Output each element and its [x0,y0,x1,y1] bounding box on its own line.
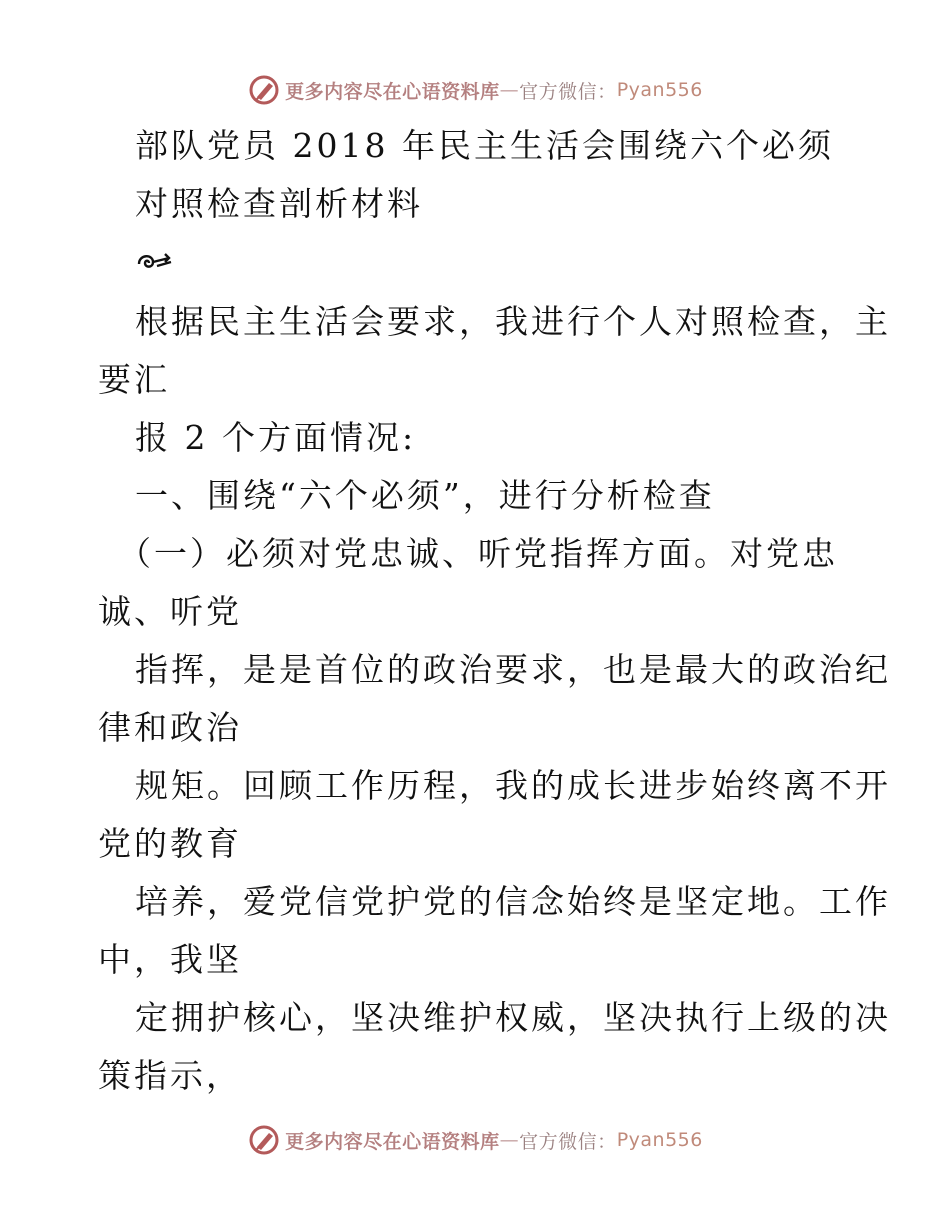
body-line: 要汇 [98,360,170,399]
watermark-text: 更多内容尽在心语资料库 [285,80,500,103]
document-title-line-2: 对照检查剖析材料 [135,184,423,223]
watermark-wechat-id: Pyan556 [616,1129,703,1151]
body-line: 定拥护核心，坚决维护权威，坚决执行上级的决 [135,998,891,1037]
swirl-ornament-icon [135,248,175,274]
section-heading: 一、围绕“六个必须”，进行分析检查 [135,476,715,515]
body-line: 根据民主生活会要求，我进行个人对照检查，主 [135,302,891,341]
body-line: 党的教育 [98,824,242,863]
watermark-text: 更多内容尽在心语资料库 [285,1130,500,1153]
body-line: 报 2 个方面情况: [135,418,417,457]
body-line: 策指示， [98,1056,242,1095]
footer-watermark [0,1118,950,1162]
body-line: 指挥，是是首位的政治要求，也是最大的政治纪 [135,650,891,689]
pen-logo-icon [247,73,281,107]
watermark-wechat-id: Pyan556 [616,79,703,101]
body-line: 培养，爱党信党护党的信念始终是坚定地。工作 [135,882,891,921]
pen-logo-icon [247,1123,281,1157]
watermark-wechat-label: 官方微信： [519,80,617,103]
document-title-line-1: 部队党员 2018 年民主生活会围绕六个必须 [135,126,834,165]
watermark-dash: — [499,79,520,101]
body-line: 律和政治 [98,708,242,747]
header-watermark [0,68,950,112]
body-line: 中，我坚 [98,940,242,979]
watermark-wechat-label: 官方微信： [519,1130,617,1153]
watermark-dash: — [499,1129,520,1151]
body-line: 规矩。回顾工作历程，我的成长进步始终离不开 [135,766,891,805]
body-line: （一）必须对党忠诚、听党指挥方面。对党忠 [118,534,838,573]
body-line: 诚、听党 [98,592,242,631]
